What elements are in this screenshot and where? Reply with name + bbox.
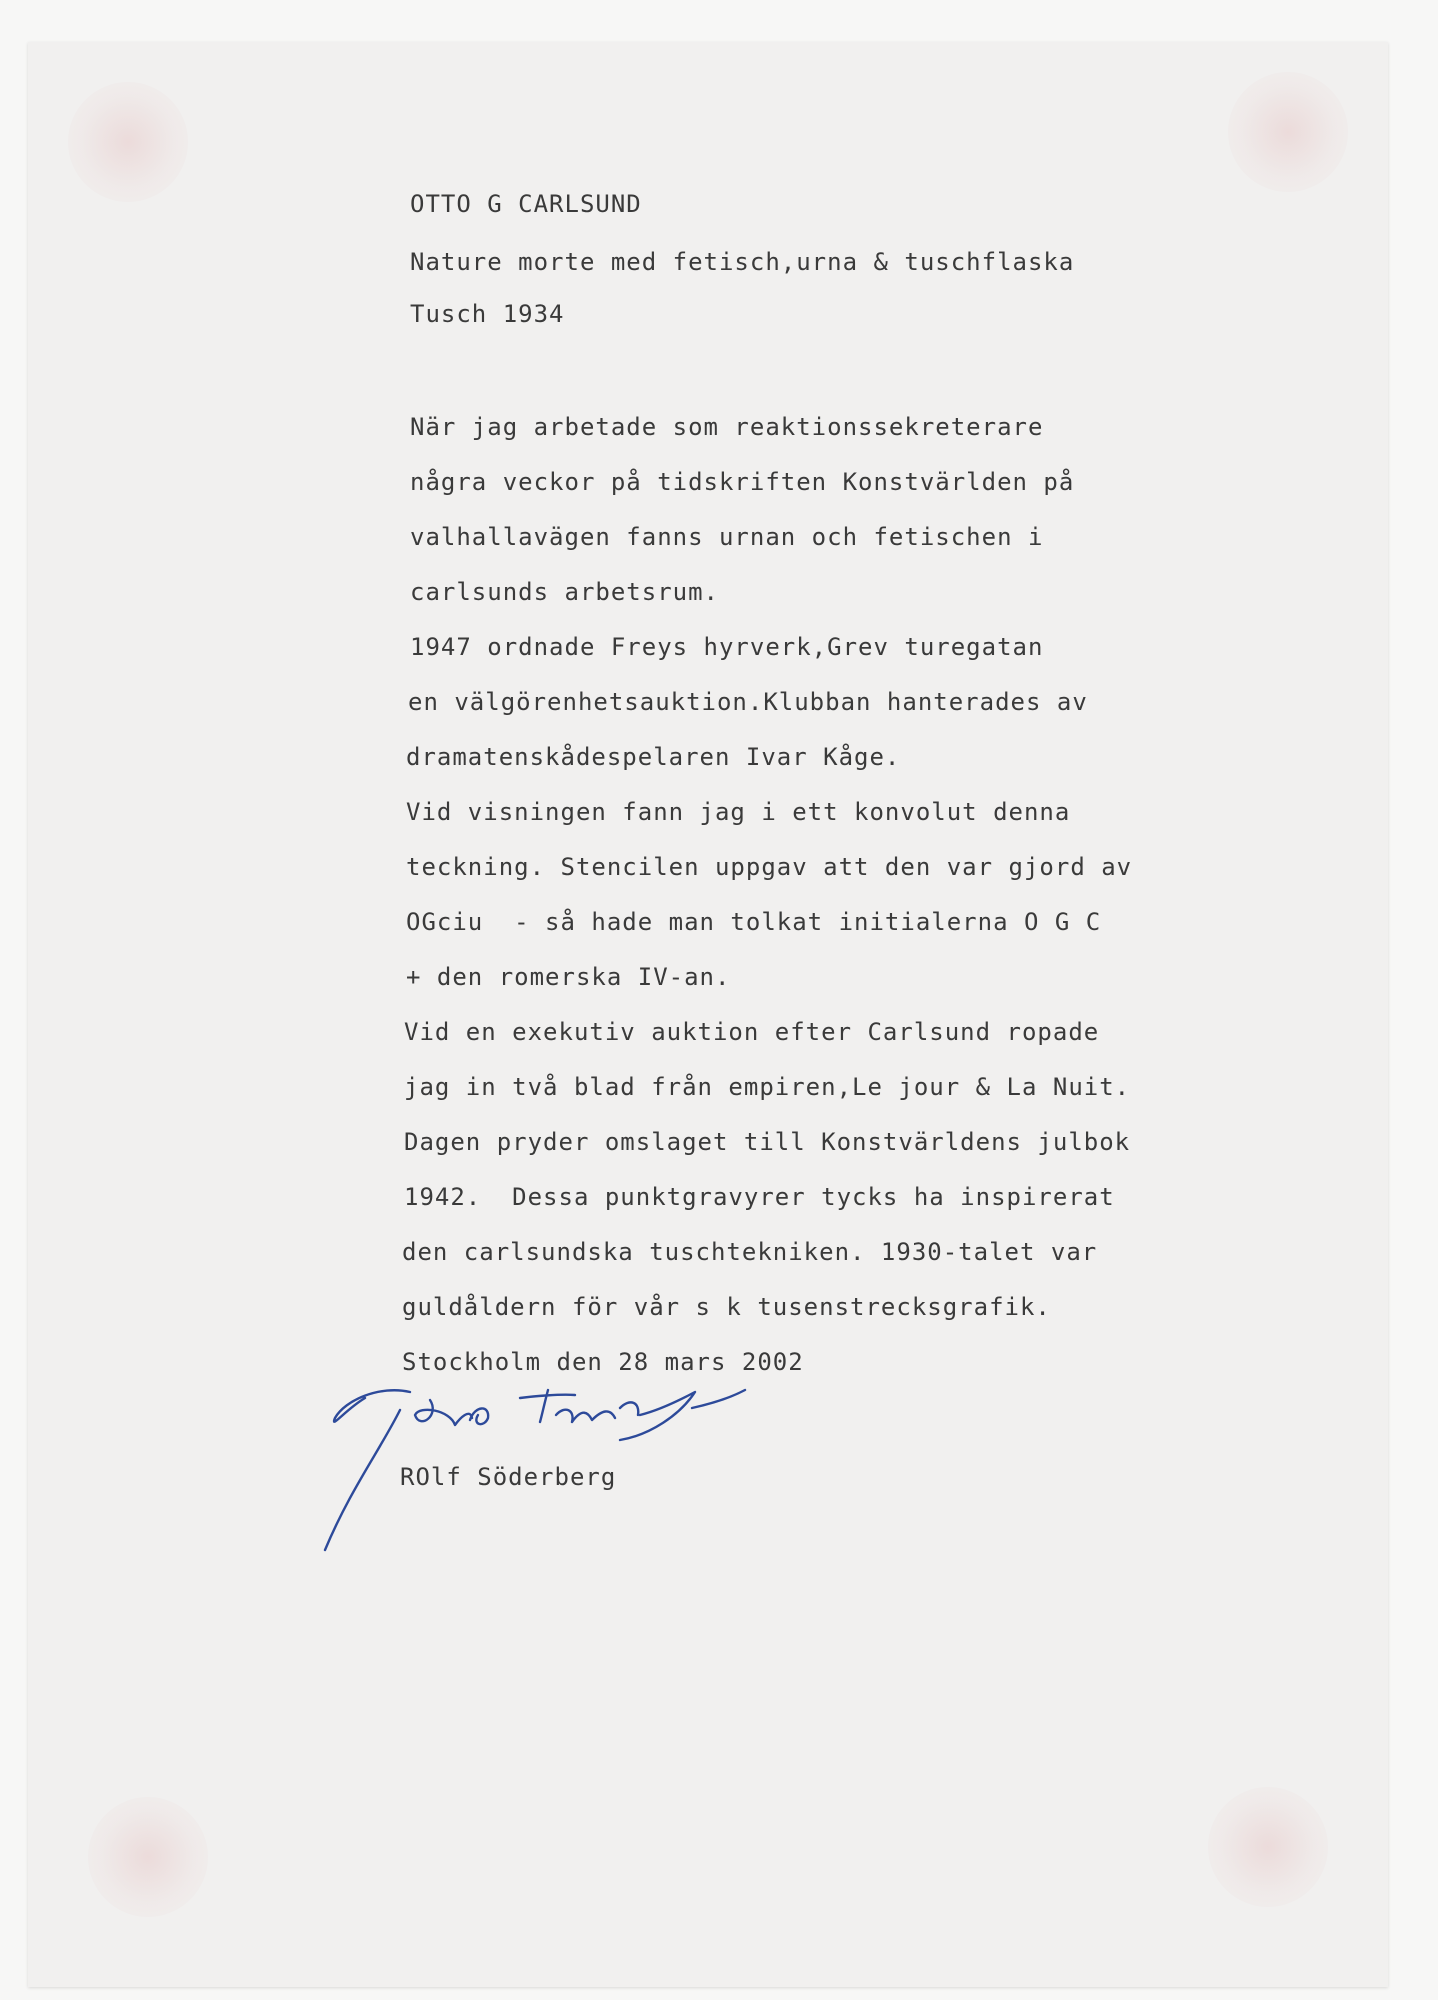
body-line: När jag arbetade som reaktionssekreterare bbox=[410, 413, 1044, 441]
body-line: jag in två blad från empiren,Le jour & La Nuit. bbox=[404, 1073, 1131, 1101]
body-line: valhallavägen fanns urnan och fetischen i bbox=[410, 523, 1044, 551]
letter-sheet bbox=[28, 42, 1388, 1987]
body-line: 1942. Dessa punktgravyrer tycks ha inspirerat bbox=[404, 1183, 1115, 1211]
body-line: Vid en exekutiv auktion efter Carlsund ropade bbox=[404, 1018, 1100, 1046]
stain-top-right bbox=[1228, 72, 1348, 192]
body-line: guldåldern för vår s k tusenstrecksgrafik. bbox=[402, 1293, 1051, 1321]
stain-top-left bbox=[68, 82, 188, 202]
body-line: den carlsundska tuschtekniken. 1930-talet var bbox=[402, 1238, 1098, 1266]
body-line: + den romerska IV-an. bbox=[406, 963, 731, 991]
body-line: Vid visningen fann jag i ett konvolut denna bbox=[406, 798, 1071, 826]
body-line: teckning. Stencilen uppgav att den var gjord av bbox=[406, 853, 1133, 881]
body-line: OGciu - så hade man tolkat initialerna O G C bbox=[406, 908, 1102, 936]
medium-year: Tusch 1934 bbox=[410, 300, 565, 328]
typed-name: ROlf Söderberg bbox=[400, 1463, 617, 1491]
artwork-title: Nature morte med fetisch,urna & tuschflaska bbox=[410, 248, 1075, 276]
body-line: 1947 ordnade Freys hyrverk,Grev turegatan bbox=[410, 633, 1044, 661]
body-line: Dagen pryder omslaget till Konstvärldens julbok bbox=[404, 1128, 1131, 1156]
body-line: carlsunds arbetsrum. bbox=[410, 578, 719, 606]
stain-bottom-right bbox=[1208, 1787, 1328, 1907]
artist-name: OTTO G CARLSUND bbox=[410, 190, 642, 218]
place-date: Stockholm den 28 mars 2002 bbox=[402, 1348, 804, 1376]
body-line: dramatenskådespelaren Ivar Kåge. bbox=[406, 743, 901, 771]
body-line: en välgörenhetsauktion.Klubban hanterades av bbox=[408, 688, 1088, 716]
stain-bottom-left bbox=[88, 1797, 208, 1917]
body-line: några veckor på tidskriften Konstvärlden på bbox=[410, 468, 1075, 496]
